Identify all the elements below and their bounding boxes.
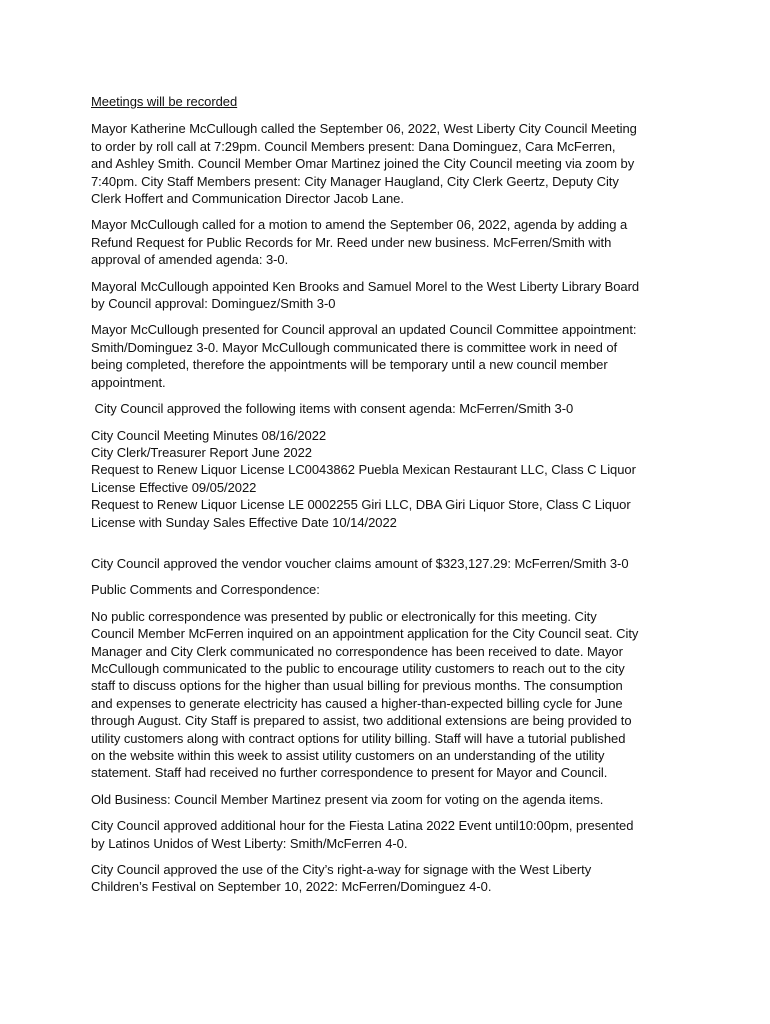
paragraph-line: Public Comments and Correspondence: (91, 582, 320, 598)
paragraph-line: 7:40pm. City Staff Members present: City Manager Haugland, City Clerk Geertz, Deputy City (91, 173, 619, 189)
paragraph-line: City Council approved the vendor voucher claims amount of $323,127.29: McFerren/Smith 3-0 (91, 555, 629, 571)
list-item: Request to Renew Liquor License LE 0002255 Giri LLC, DBA Giri Liquor Store, Class C Liquor (91, 497, 631, 513)
document-page (91, 93, 691, 905)
paragraph-line: No public correspondence was presented by public or electronically for this meeting. City (91, 608, 597, 624)
paragraph-line: by Council approval: Dominguez/Smith 3-0 (91, 296, 336, 312)
vendor-claims-paragraph (91, 555, 691, 572)
paragraph-line: Mayor McCullough presented for Council approval an updated Council Committee appointment: (91, 322, 637, 338)
list-item: City Clerk/Treasurer Report June 2022 (91, 444, 312, 460)
correspondence-paragraph (91, 608, 691, 782)
paragraph-line: to order by roll call at 7:29pm. Council Members present: Dana Dominguez, Cara McFerren, (91, 138, 616, 154)
paragraph-line: Old Business: Council Member Martinez present via zoom for voting on the agenda items. (91, 791, 604, 807)
paragraph-line: through August. City Staff is prepared to assist, two additional extensions are being provided to (91, 713, 632, 729)
call-to-order-paragraph (91, 120, 691, 207)
committee-appointment-paragraph (91, 321, 691, 391)
paragraph-line: by Latinos Unidos of West Liberty: Smith/McFerren 4-0. (91, 835, 408, 851)
public-comments-heading (91, 581, 691, 598)
paragraph-line: Children’s Festival on September 10, 2022: McFerren/Dominguez 4-0. (91, 879, 492, 895)
amend-agenda-paragraph (91, 216, 691, 268)
fiesta-latina-paragraph (91, 817, 691, 852)
paragraph-line: statement. Staff had received no further correspondence to present for Mayor and Council. (91, 765, 608, 781)
paragraph-line: City Council approved additional hour for the Fiesta Latina 2022 Event until10:00pm, presented (91, 818, 634, 834)
paragraph-line: being completed, therefore the appointments will be temporary until a new council member (91, 357, 608, 373)
old-business-paragraph (91, 791, 691, 808)
consent-items-list (91, 427, 691, 531)
paragraph-line: on the website within this week to assist utility customers on an understanding of the utility (91, 748, 605, 763)
paragraph-line: McCullough communicated to the public to encourage utility customers to reach out to the city (91, 660, 625, 676)
list-item: Request to Renew Liquor License LC0043862 Puebla Mexican Restaurant LLC, Class C Liquor (91, 462, 636, 478)
library-board-paragraph (91, 278, 691, 313)
list-item: License with Sunday Sales Effective Date 10/14/2022 (91, 514, 397, 530)
paragraph-line: City Council approved the use of the City’s right-a-way for signage with the West Liberty (91, 862, 592, 878)
paragraph-line: Clerk Hoffert and Communication Director Jacob Lane. (91, 191, 404, 207)
paragraph-line: Smith/Dominguez 3-0. Mayor McCullough communicated there is committee work in need of (91, 339, 618, 355)
paragraph-line: Mayor Katherine McCullough called the September 06, 2022, West Liberty City Council Meeting (91, 121, 637, 137)
paragraph-line: Council Member McFerren inquired on an appointment application for the City Council seat. City (91, 626, 639, 642)
paragraph-line: City Council approved the following items with consent agenda: McFerren/Smith 3-0 (91, 401, 574, 417)
paragraph-line: utility customers along with contract options for utility billing. Staff will have a tutorial published (91, 730, 626, 746)
paragraph-line: staff to discuss options for the higher than usual billing for previous months. The consumption (91, 678, 623, 694)
consent-agenda-paragraph (91, 400, 691, 417)
list-item: City Council Meeting Minutes 08/16/2022 (91, 427, 327, 443)
paragraph-line: appointment. (91, 374, 166, 390)
paragraph-line: Refund Request for Public Records for Mr. Reed under new business. McFerren/Smith with (91, 234, 612, 250)
paragraph-line: Manager and City Clerk communicated no correspondence has been received to date. Mayor (91, 643, 623, 659)
paragraph-line: approval of amended agenda: 3-0. (91, 252, 289, 268)
recording-notice-heading: Meetings will be recorded (91, 94, 238, 109)
paragraph-line: and expenses to generate electricity has caused a higher-than-expected billing cycle for June (91, 695, 623, 711)
paragraph-line: Mayor McCullough called for a motion to amend the September 06, 2022, agenda by adding a (91, 217, 628, 233)
childrens-festival-paragraph (91, 861, 691, 896)
list-item: License Effective 09/05/2022 (91, 479, 257, 495)
paragraph-line: Mayoral McCullough appointed Ken Brooks and Samuel Morel to the West Liberty Library Board (91, 278, 640, 294)
paragraph-line: and Ashley Smith. Council Member Omar Martinez joined the City Council meeting via zoom by (91, 156, 635, 172)
